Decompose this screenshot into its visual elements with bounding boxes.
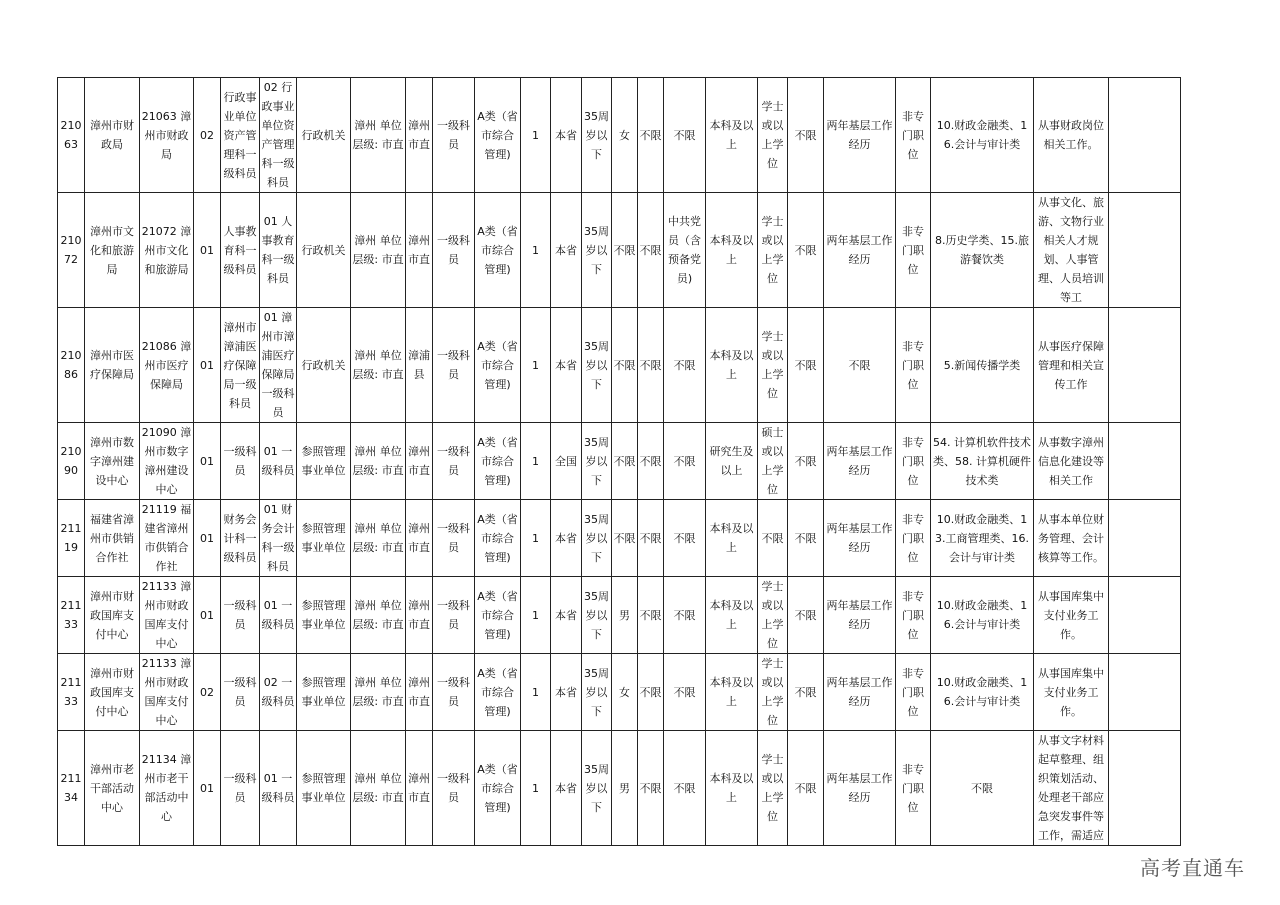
cell-duty: 从事国库集中支付业务工作。 [1034, 577, 1109, 654]
cell-pos-cat: 人事教育科一级科员 [221, 193, 260, 308]
cell-level: 漳州 单位层级: 市直 [351, 577, 406, 654]
cell-c20: 非专门职位 [896, 731, 931, 846]
cell-note [1109, 500, 1181, 577]
cell-c14: 不限 [638, 577, 664, 654]
cell-exam: A类（省市综合管理) [475, 500, 521, 577]
cell-c18: 不限 [788, 731, 824, 846]
cell-duty: 从事医疗保障管理和相关宣传工作 [1034, 308, 1109, 423]
cell-edu: 本科及以上 [706, 577, 758, 654]
cell-major: 不限 [931, 731, 1034, 846]
cell-count: 1 [521, 423, 551, 500]
cell-area: 漳州市直 [406, 577, 433, 654]
cell-unit-code: 21134 漳州市老干部活动中心 [140, 731, 194, 846]
cell-politics: 不限 [664, 423, 706, 500]
cell-rank: 一级科员 [433, 423, 475, 500]
cell-unit: 漳州市老干部活动中心 [85, 731, 140, 846]
cell-nature: 参照管理事业单位 [297, 731, 351, 846]
cell-unit-code: 21072 漳州市文化和旅游局 [140, 193, 194, 308]
cell-gender: 男 [612, 577, 638, 654]
cell-pos-no: 01 [194, 500, 221, 577]
cell-c14: 不限 [638, 423, 664, 500]
cell-rank: 一级科员 [433, 500, 475, 577]
cell-degree: 学士或以上学位 [758, 731, 788, 846]
cell-politics: 不限 [664, 654, 706, 731]
table-row [58, 654, 1181, 731]
cell-age: 35周岁以下 [582, 500, 612, 577]
cell-c18: 不限 [788, 654, 824, 731]
cell-pos-cat: 漳州市漳浦医疗保障局一级科员 [221, 308, 260, 423]
cell-politics: 不限 [664, 308, 706, 423]
cell-code: 21072 [58, 193, 85, 308]
cell-pos-no: 02 [194, 78, 221, 193]
cell-pos-code: 01 人事教育科一级科员 [260, 193, 297, 308]
cell-age: 35周岁以下 [582, 654, 612, 731]
cell-c20: 非专门职位 [896, 577, 931, 654]
cell-exp: 不限 [824, 308, 896, 423]
cell-origin: 本省 [551, 308, 582, 423]
cell-count: 1 [521, 308, 551, 423]
cell-level: 漳州 单位层级: 市直 [351, 654, 406, 731]
cell-pos-code: 02 行政事业单位资产管理科一级科员 [260, 78, 297, 193]
cell-c14: 不限 [638, 193, 664, 308]
cell-note [1109, 423, 1181, 500]
cell-duty: 从事财政岗位相关工作。 [1034, 78, 1109, 193]
cell-c14: 不限 [638, 654, 664, 731]
cell-nature: 行政机关 [297, 308, 351, 423]
cell-code: 21134 [58, 731, 85, 846]
cell-major: 10.财政金融类、16.会计与审计类 [931, 577, 1034, 654]
table-row [58, 193, 1181, 308]
cell-unit-code: 21133 漳州市财政国库支付中心 [140, 654, 194, 731]
cell-unit: 漳州市医疗保障局 [85, 308, 140, 423]
cell-c20: 非专门职位 [896, 308, 931, 423]
cell-c18: 不限 [788, 193, 824, 308]
cell-exam: A类（省市综合管理) [475, 731, 521, 846]
cell-c14: 不限 [638, 308, 664, 423]
cell-code: 21133 [58, 654, 85, 731]
cell-rank: 一级科员 [433, 193, 475, 308]
cell-gender: 不限 [612, 193, 638, 308]
cell-area: 漳州市直 [406, 193, 433, 308]
cell-age: 35周岁以下 [582, 423, 612, 500]
cell-politics: 不限 [664, 731, 706, 846]
cell-pos-no: 01 [194, 193, 221, 308]
cell-code: 21119 [58, 500, 85, 577]
cell-unit: 漳州市数字漳州建设中心 [85, 423, 140, 500]
cell-nature: 参照管理事业单位 [297, 423, 351, 500]
cell-area: 漳州市直 [406, 78, 433, 193]
cell-unit-code: 21119 福建省漳州市供销合作社 [140, 500, 194, 577]
cell-rank: 一级科员 [433, 654, 475, 731]
cell-pos-code: 01 财务会计科一级科员 [260, 500, 297, 577]
cell-origin: 本省 [551, 193, 582, 308]
cell-rank: 一级科员 [433, 731, 475, 846]
table-row [58, 731, 1181, 846]
cell-c20: 非专门职位 [896, 500, 931, 577]
cell-edu: 本科及以上 [706, 731, 758, 846]
watermark: 高考直通车 [1140, 856, 1245, 880]
cell-gender: 女 [612, 78, 638, 193]
cell-level: 漳州 单位层级: 市直 [351, 731, 406, 846]
cell-pos-code: 01 漳州市漳浦医疗保障局一级科员 [260, 308, 297, 423]
cell-note [1109, 577, 1181, 654]
cell-area: 漳州市直 [406, 423, 433, 500]
cell-exam: A类（省市综合管理) [475, 577, 521, 654]
cell-count: 1 [521, 654, 551, 731]
cell-exp: 两年基层工作经历 [824, 577, 896, 654]
cell-major: 5.新闻传播学类 [931, 308, 1034, 423]
cell-edu: 本科及以上 [706, 500, 758, 577]
cell-duty: 从事文化、旅游、文物行业相关人才规划、人事管理、人员培训等工 [1034, 193, 1109, 308]
cell-pos-cat: 行政事业单位资产管理科一级科员 [221, 78, 260, 193]
cell-origin: 本省 [551, 577, 582, 654]
cell-pos-no: 01 [194, 577, 221, 654]
cell-c14: 不限 [638, 731, 664, 846]
cell-origin: 本省 [551, 731, 582, 846]
cell-gender: 女 [612, 654, 638, 731]
cell-politics: 不限 [664, 78, 706, 193]
table-row [58, 423, 1181, 500]
cell-code: 21063 [58, 78, 85, 193]
cell-pos-no: 01 [194, 731, 221, 846]
cell-unit-code: 21090 漳州市数字漳州建设中心 [140, 423, 194, 500]
cell-exp: 两年基层工作经历 [824, 423, 896, 500]
cell-rank: 一级科员 [433, 577, 475, 654]
cell-exam: A类（省市综合管理) [475, 193, 521, 308]
cell-edu: 本科及以上 [706, 308, 758, 423]
cell-level: 漳州 单位层级: 市直 [351, 193, 406, 308]
cell-unit: 漳州市文化和旅游局 [85, 193, 140, 308]
cell-pos-code: 01 一级科员 [260, 731, 297, 846]
cell-count: 1 [521, 500, 551, 577]
cell-pos-code: 01 一级科员 [260, 577, 297, 654]
cell-note [1109, 78, 1181, 193]
cell-count: 1 [521, 577, 551, 654]
cell-origin: 全国 [551, 423, 582, 500]
cell-gender: 男 [612, 731, 638, 846]
cell-pos-code: 01 一级科员 [260, 423, 297, 500]
cell-area: 漳浦县 [406, 308, 433, 423]
cell-level: 漳州 单位层级: 市直 [351, 500, 406, 577]
cell-duty: 从事国库集中支付业务工作。 [1034, 654, 1109, 731]
cell-exam: A类（省市综合管理) [475, 423, 521, 500]
cell-degree: 硕士或以上学位 [758, 423, 788, 500]
cell-duty: 从事本单位财务管理、会计核算等工作。 [1034, 500, 1109, 577]
cell-exam: A类（省市综合管理) [475, 654, 521, 731]
cell-level: 漳州 单位层级: 市直 [351, 308, 406, 423]
cell-pos-cat: 一级科员 [221, 731, 260, 846]
cell-nature: 行政机关 [297, 78, 351, 193]
cell-politics: 不限 [664, 500, 706, 577]
cell-level: 漳州 单位层级: 市直 [351, 78, 406, 193]
cell-c18: 不限 [788, 78, 824, 193]
cell-count: 1 [521, 78, 551, 193]
cell-level: 漳州 单位层级: 市直 [351, 423, 406, 500]
cell-c18: 不限 [788, 308, 824, 423]
recruitment-table [57, 77, 1181, 846]
cell-age: 35周岁以下 [582, 193, 612, 308]
cell-origin: 本省 [551, 654, 582, 731]
cell-unit-code: 21086 漳州市医疗保障局 [140, 308, 194, 423]
cell-area: 漳州市直 [406, 654, 433, 731]
cell-pos-no: 02 [194, 654, 221, 731]
cell-major: 10.财政金融类、13.工商管理类、16.会计与审计类 [931, 500, 1034, 577]
cell-c18: 不限 [788, 500, 824, 577]
cell-degree: 学士或以上学位 [758, 577, 788, 654]
cell-unit: 漳州市财政国库支付中心 [85, 577, 140, 654]
cell-degree: 学士或以上学位 [758, 193, 788, 308]
cell-major: 54. 计算机软件技术类、58. 计算机硬件技术类 [931, 423, 1034, 500]
cell-age: 35周岁以下 [582, 78, 612, 193]
cell-nature: 参照管理事业单位 [297, 577, 351, 654]
cell-degree: 学士或以上学位 [758, 654, 788, 731]
cell-gender: 不限 [612, 423, 638, 500]
table-row [58, 78, 1181, 193]
cell-exam: A类（省市综合管理) [475, 78, 521, 193]
cell-politics: 中共党员（含预备党员) [664, 193, 706, 308]
cell-count: 1 [521, 193, 551, 308]
cell-note [1109, 308, 1181, 423]
cell-count: 1 [521, 731, 551, 846]
cell-edu: 本科及以上 [706, 193, 758, 308]
cell-nature: 行政机关 [297, 193, 351, 308]
cell-area: 漳州市直 [406, 731, 433, 846]
table-row [58, 308, 1181, 423]
cell-c20: 非专门职位 [896, 193, 931, 308]
cell-degree: 不限 [758, 500, 788, 577]
cell-unit: 漳州市财政局 [85, 78, 140, 193]
cell-pos-cat: 一级科员 [221, 423, 260, 500]
cell-gender: 不限 [612, 500, 638, 577]
cell-degree: 学士或以上学位 [758, 78, 788, 193]
cell-pos-no: 01 [194, 423, 221, 500]
cell-exp: 两年基层工作经历 [824, 193, 896, 308]
cell-major: 10.财政金融类、16.会计与审计类 [931, 78, 1034, 193]
cell-c14: 不限 [638, 78, 664, 193]
cell-nature: 参照管理事业单位 [297, 654, 351, 731]
cell-age: 35周岁以下 [582, 731, 612, 846]
cell-note [1109, 731, 1181, 846]
cell-nature: 参照管理事业单位 [297, 500, 351, 577]
cell-major: 8.历史学类、15.旅游餐饮类 [931, 193, 1034, 308]
cell-age: 35周岁以下 [582, 308, 612, 423]
cell-exp: 两年基层工作经历 [824, 500, 896, 577]
cell-exp: 两年基层工作经历 [824, 78, 896, 193]
cell-major: 10.财政金融类、16.会计与审计类 [931, 654, 1034, 731]
cell-pos-cat: 一级科员 [221, 577, 260, 654]
cell-unit-code: 21063 漳州市财政局 [140, 78, 194, 193]
cell-rank: 一级科员 [433, 78, 475, 193]
cell-edu: 本科及以上 [706, 78, 758, 193]
cell-edu: 研究生及以上 [706, 423, 758, 500]
cell-origin: 本省 [551, 78, 582, 193]
cell-c20: 非专门职位 [896, 423, 931, 500]
cell-unit-code: 21133 漳州市财政国库支付中心 [140, 577, 194, 654]
cell-area: 漳州市直 [406, 500, 433, 577]
cell-origin: 本省 [551, 500, 582, 577]
cell-age: 35周岁以下 [582, 577, 612, 654]
cell-gender: 不限 [612, 308, 638, 423]
cell-c18: 不限 [788, 423, 824, 500]
cell-duty: 从事数字漳州信息化建设等相关工作 [1034, 423, 1109, 500]
cell-c20: 非专门职位 [896, 654, 931, 731]
cell-code: 21133 [58, 577, 85, 654]
cell-pos-cat: 财务会计科一级科员 [221, 500, 260, 577]
cell-degree: 学士或以上学位 [758, 308, 788, 423]
cell-pos-cat: 一级科员 [221, 654, 260, 731]
table-row [58, 577, 1181, 654]
cell-pos-code: 02 一级科员 [260, 654, 297, 731]
cell-edu: 本科及以上 [706, 654, 758, 731]
cell-note [1109, 193, 1181, 308]
cell-c20: 非专门职位 [896, 78, 931, 193]
cell-exp: 两年基层工作经历 [824, 654, 896, 731]
cell-unit: 福建省漳州市供销合作社 [85, 500, 140, 577]
cell-code: 21090 [58, 423, 85, 500]
cell-rank: 一级科员 [433, 308, 475, 423]
cell-c18: 不限 [788, 577, 824, 654]
cell-duty: 从事文字材料起草整理、组织策划活动、处理老干部应急突发事件等工作，需适应 [1034, 731, 1109, 846]
cell-exp: 两年基层工作经历 [824, 731, 896, 846]
cell-unit: 漳州市财政国库支付中心 [85, 654, 140, 731]
cell-politics: 不限 [664, 577, 706, 654]
cell-exam: A类（省市综合管理) [475, 308, 521, 423]
cell-c14: 不限 [638, 500, 664, 577]
cell-code: 21086 [58, 308, 85, 423]
table-row [58, 500, 1181, 577]
cell-note [1109, 654, 1181, 731]
cell-pos-no: 01 [194, 308, 221, 423]
